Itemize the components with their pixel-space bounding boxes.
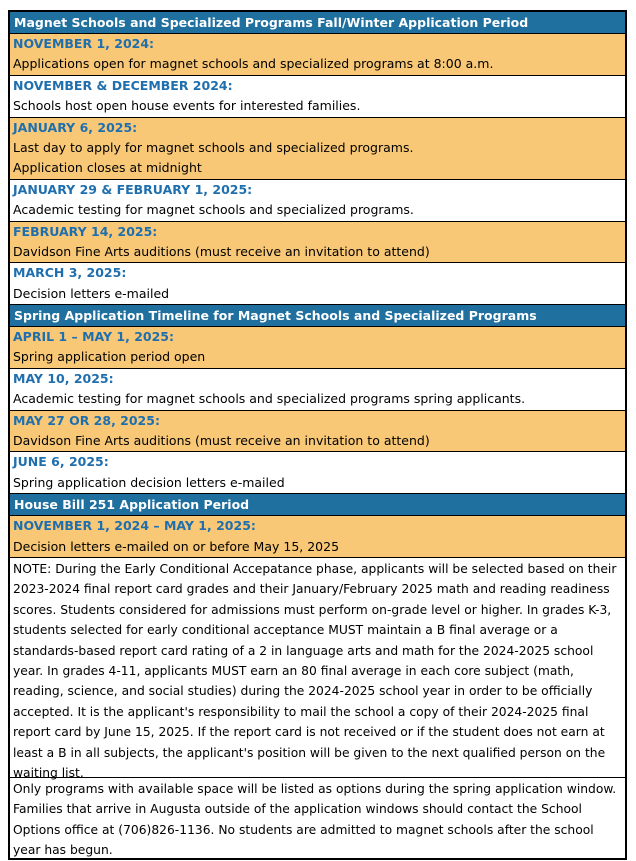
timeline-row xyxy=(10,452,625,494)
row-text: Schools host open house events for interested families. xyxy=(13,98,361,114)
row-text: Davidson Fine Arts auditions (must receive an invitation to attend) xyxy=(13,433,430,449)
row-date: JANUARY 29 & FEBRUARY 1, 2025: xyxy=(13,181,253,197)
application-timeline-table xyxy=(8,10,627,860)
section-header-spring: Spring Application Timeline for Magnet Schools and Specialized Programs xyxy=(10,305,625,327)
row-date: MAY 27 OR 28, 2025: xyxy=(13,412,160,428)
eligibility-note: NOTE: During the Early Conditional Accepatance phase, applicants will be selected based on their 2023-2024 final report card grades and their January/February 2025 math and reading readiness scores. Students considered for admissions must perform on-grade level or higher. In grades K-3, students selected for early conditional acceptance MUST maintain a B final average or a standards-based report card rating of a 2 in language arts and math for the 2024-2025 school year. In grades 4-11, applicants MUST earn an 80 final average in each core subject (math, reading, science, and social studies) during the 2024-2025 school year in order to be officially accepted. It is the applicant's responsibility to mail the school a copy of their 2024-2025 final report card by June 15, 2025. If the report card is not received or if the student does not earn at least a B in all subjects, the applicant's position will be given to the next qualified person on the waiting list. xyxy=(10,558,625,778)
row-date: NOVEMBER & DECEMBER 2024: xyxy=(13,77,233,93)
timeline-row xyxy=(10,369,625,411)
timeline-row xyxy=(10,327,625,369)
row-text: Application closes at midnight xyxy=(13,160,202,176)
row-date: NOVEMBER 1, 2024 – MAY 1, 2025: xyxy=(13,518,256,534)
row-text: Academic testing for magnet schools and specialized programs. xyxy=(13,202,414,218)
timeline-row xyxy=(10,34,625,76)
timeline-row xyxy=(10,516,625,558)
row-text: Davidson Fine Arts auditions (must receive an invitation to attend) xyxy=(13,243,430,259)
row-text: Academic testing for magnet schools and specialized programs spring applicants. xyxy=(13,391,526,407)
row-text: Last day to apply for magnet schools and specialized programs. xyxy=(13,139,414,155)
timeline-row xyxy=(10,118,625,180)
row-date: JUNE 6, 2025: xyxy=(13,454,109,470)
timeline-row xyxy=(10,222,625,264)
availability-footer-note: Only programs with available space will be listed as options during the spring application window. Families that arrive in Augusta outside of the application windows should contact the School Options office at (706)826-1136. No students are admitted to magnet schools after the school year has begun. xyxy=(13,781,617,858)
row-date: NOVEMBER 1, 2024: xyxy=(13,36,155,51)
timeline-row xyxy=(10,263,625,305)
timeline-row xyxy=(10,180,625,222)
row-date: APRIL 1 – MAY 1, 2025: xyxy=(13,329,174,345)
row-text: Decision letters e-mailed on or before May 15, 2025 xyxy=(13,538,340,554)
row-text: Applications open for magnet schools and specialized programs at 8:00 a.m. xyxy=(13,56,494,72)
timeline-row xyxy=(10,76,625,118)
row-text: Spring application period open xyxy=(13,349,206,365)
row-text: Decision letters e-mailed xyxy=(13,285,170,301)
row-date: MARCH 3, 2025: xyxy=(13,265,127,281)
section-header-fall-winter: Magnet Schools and Specialized Programs Fall/Winter Application Period xyxy=(10,12,625,34)
timeline-row xyxy=(10,411,625,453)
row-date: JANUARY 6, 2025: xyxy=(13,119,138,135)
row-date: MAY 10, 2025: xyxy=(13,370,114,386)
row-date: FEBRUARY 14, 2025: xyxy=(13,223,158,239)
row-text: Spring application decision letters e-mailed xyxy=(13,474,285,490)
section-header-house-bill-251: House Bill 251 Application Period xyxy=(10,494,625,516)
